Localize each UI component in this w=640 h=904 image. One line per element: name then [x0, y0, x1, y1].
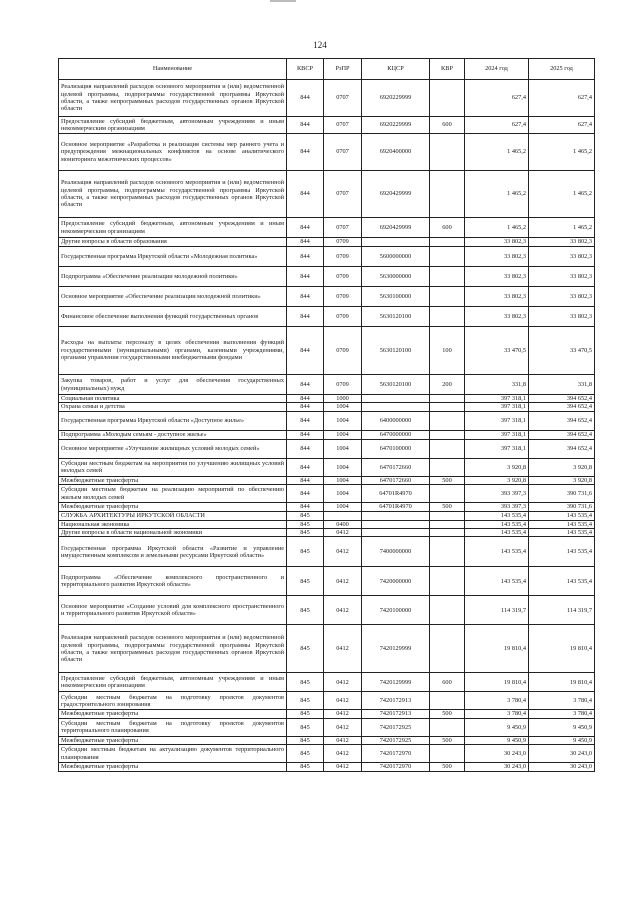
table-row [59, 625, 595, 673]
cell-rzpr: 0412 [324, 567, 362, 596]
table-row [59, 267, 595, 287]
cell-name: Расходы на выплаты персоналу в целях обеспечения выполнения функций государственными (муниципальными) органами, казенными учреждениями, органами управления государственными внебюджетными фондами [59, 327, 287, 375]
cell-2025: 394 652,4 [529, 403, 595, 411]
col-header-2024: 2024 год [465, 59, 529, 80]
cell-2024: 1 465,2 [465, 218, 529, 238]
cell-kcsr: 5630120100 [362, 375, 430, 395]
cell-kvr [430, 395, 465, 403]
cell-rzpr: 0412 [324, 736, 362, 744]
cell-kvsr: 844 [287, 503, 324, 511]
cell-2024: 33 802,3 [465, 247, 529, 267]
cell-kcsr: 6470000000 [362, 430, 430, 439]
col-header-kvr: КВР [430, 59, 465, 80]
cell-kvsr: 844 [287, 485, 324, 503]
cell-kcsr: 6470100000 [362, 439, 430, 458]
cell-kvsr: 845 [287, 537, 324, 567]
col-header-name: Наименование [59, 59, 287, 80]
table-row [59, 238, 595, 247]
budget-table [58, 58, 595, 772]
cell-name: СЛУЖБА АРХИТЕКТУРЫ ИРКУТСКОЙ ОБЛАСТИ [59, 511, 287, 520]
cell-2024: 627,4 [465, 117, 529, 134]
cell-2025: 143 535,4 [529, 537, 595, 567]
cell-kvsr: 844 [287, 327, 324, 375]
cell-2025: 33 802,3 [529, 287, 595, 307]
cell-kvsr: 844 [287, 375, 324, 395]
cell-2025: 3 920,8 [529, 458, 595, 476]
cell-kvr [430, 537, 465, 567]
cell-kvsr: 844 [287, 307, 324, 327]
cell-name: Предоставление субсидий бюджетным, автономным учреждениям и иным некоммерческим организациям [59, 673, 287, 692]
cell-name: Реализация направлений расходов основного мероприятия и (или) ведомственной целевой программы, подпрограммы государственной программы Иркутской области, а также непрограммных расходов государственных органов Иркутской области [59, 625, 287, 673]
cell-name: Реализация направлений расходов основного мероприятия и (или) ведомственной целевой программы, подпрограммы государственной программы Иркутской области, а также непрограммных расходов государственных органов Иркутской области [59, 171, 287, 218]
cell-kvr: 500 [430, 710, 465, 718]
cell-rzpr: 1004 [324, 439, 362, 458]
cell-2024: 30 243,0 [465, 763, 529, 771]
cell-2024: 331,8 [465, 375, 529, 395]
cell-kcsr: 7420172913 [362, 692, 430, 710]
table-row [59, 710, 595, 718]
table-row [59, 171, 595, 218]
cell-rzpr: 0709 [324, 327, 362, 375]
table-row [59, 596, 595, 625]
cell-2025: 33 802,3 [529, 307, 595, 327]
cell-rzpr: 0400 [324, 520, 362, 528]
cell-2025: 143 535,4 [529, 567, 595, 596]
cell-rzpr: 1004 [324, 411, 362, 430]
cell-kcsr: 5600000000 [362, 247, 430, 267]
cell-rzpr: 0412 [324, 596, 362, 625]
cell-2024: 33 802,3 [465, 267, 529, 287]
cell-kvsr: 844 [287, 411, 324, 430]
cell-name: Предоставление субсидий бюджетным, автономным учреждениям и иным некоммерческим организациям [59, 117, 287, 134]
cell-kcsr: 7420129999 [362, 673, 430, 692]
cell-kvr: 500 [430, 763, 465, 771]
cell-name: Межбюджетные трансферты [59, 710, 287, 718]
cell-name: Основное мероприятие «Улучшение жилищных условий молодых семей» [59, 439, 287, 458]
cell-rzpr: 0709 [324, 247, 362, 267]
cell-rzpr: 0707 [324, 171, 362, 218]
cell-2025: 9 450,9 [529, 736, 595, 744]
cell-kvsr: 844 [287, 238, 324, 247]
cell-name: Межбюджетные трансферты [59, 503, 287, 511]
cell-kvr: 600 [430, 117, 465, 134]
cell-2024: 393 397,3 [465, 485, 529, 503]
cell-kvsr: 845 [287, 718, 324, 736]
cell-kvsr: 844 [287, 430, 324, 439]
cell-kvr [430, 718, 465, 736]
col-header-kvsr: КВСР [287, 59, 324, 80]
cell-kcsr: 7420172913 [362, 710, 430, 718]
cell-2025: 1 465,2 [529, 171, 595, 218]
cell-rzpr: 0412 [324, 718, 362, 736]
cell-2024: 143 535,4 [465, 511, 529, 520]
cell-kvr [430, 307, 465, 327]
table-row [59, 80, 595, 117]
table-row [59, 218, 595, 238]
cell-kvsr: 844 [287, 247, 324, 267]
table-row [59, 673, 595, 692]
cell-kcsr: 5630120100 [362, 307, 430, 327]
cell-name: Подпрограмма «Обеспечение комплексного пространственного и территориального развития Иркутской области» [59, 567, 287, 596]
cell-2025: 9 450,9 [529, 718, 595, 736]
cell-rzpr: 1004 [324, 485, 362, 503]
cell-2025: 1 465,2 [529, 218, 595, 238]
cell-name: Государственная программа Иркутской области «Доступное жилье» [59, 411, 287, 430]
cell-2025: 394 652,4 [529, 430, 595, 439]
cell-name: Субсидии местным бюджетам на актуализацию документов территориального планирования [59, 745, 287, 763]
cell-kvsr: 845 [287, 596, 324, 625]
table-row [59, 503, 595, 511]
cell-kvsr: 845 [287, 763, 324, 771]
cell-kvr: 500 [430, 503, 465, 511]
cell-kvsr: 844 [287, 80, 324, 117]
cell-2025: 33 802,3 [529, 238, 595, 247]
cell-name: Основное мероприятие «Разработка и реализация системы мер раннего учета и предупреждения межнациональных конфликтов на основе аналитического мониторинга межэтнических процессов» [59, 134, 287, 171]
cell-kvsr: 845 [287, 673, 324, 692]
cell-2024: 19 810,4 [465, 625, 529, 673]
cell-kvr [430, 439, 465, 458]
cell-kvr [430, 411, 465, 430]
cell-kvr [430, 567, 465, 596]
cell-2025: 390 731,6 [529, 503, 595, 511]
cell-kvsr: 845 [287, 520, 324, 528]
cell-2025: 19 810,4 [529, 673, 595, 692]
cell-2025: 1 465,2 [529, 134, 595, 171]
cell-2025: 30 243,0 [529, 745, 595, 763]
table-header [59, 59, 595, 80]
cell-2025: 33 470,5 [529, 327, 595, 375]
cell-2025: 394 652,4 [529, 395, 595, 403]
table-row [59, 439, 595, 458]
cell-kcsr: 6400000000 [362, 411, 430, 430]
cell-2024: 397 318,1 [465, 439, 529, 458]
col-header-kcsr: КЦСР [362, 59, 430, 80]
cell-2024: 1 465,2 [465, 171, 529, 218]
cell-kvsr: 844 [287, 458, 324, 476]
cell-kvr [430, 745, 465, 763]
cell-2025: 3 780,4 [529, 692, 595, 710]
cell-2024: 114 319,7 [465, 596, 529, 625]
cell-kvr: 100 [430, 327, 465, 375]
cell-kvr [430, 238, 465, 247]
table-row [59, 395, 595, 403]
cell-rzpr: 0412 [324, 673, 362, 692]
cell-name: Межбюджетные трансферты [59, 736, 287, 744]
cell-kcsr: 64701R4970 [362, 485, 430, 503]
cell-2025: 143 535,4 [529, 520, 595, 528]
cell-name: Другие вопросы в области национальной экономики [59, 529, 287, 537]
cell-kcsr: 7420172925 [362, 736, 430, 744]
cell-kvr: 500 [430, 476, 465, 484]
cell-rzpr: 1000 [324, 395, 362, 403]
cell-2024: 33 470,5 [465, 327, 529, 375]
cell-2025: 3 780,4 [529, 710, 595, 718]
table-row [59, 511, 595, 520]
cell-kcsr [362, 511, 430, 520]
table-row [59, 537, 595, 567]
cell-2024: 143 535,4 [465, 567, 529, 596]
col-header-rzpr: РзПР [324, 59, 362, 80]
cell-name: Национальная экономика [59, 520, 287, 528]
cell-2024: 9 450,9 [465, 736, 529, 744]
table-row [59, 375, 595, 395]
cell-name: Предоставление субсидий бюджетным, автономным учреждениям и иным некоммерческим организациям [59, 218, 287, 238]
cell-kvr: 600 [430, 218, 465, 238]
cell-kvsr: 844 [287, 439, 324, 458]
cell-rzpr: 0412 [324, 763, 362, 771]
cell-rzpr: 0412 [324, 529, 362, 537]
table-row [59, 430, 595, 439]
cell-2024: 19 810,4 [465, 673, 529, 692]
cell-2025: 394 652,4 [529, 411, 595, 430]
table-row [59, 411, 595, 430]
page-number: 124 [313, 40, 327, 50]
cell-name: Подпрограмма «Обеспечение реализации молодежной политики» [59, 267, 287, 287]
cell-kvsr: 845 [287, 511, 324, 520]
cell-rzpr: 1004 [324, 476, 362, 484]
cell-2024: 3 920,8 [465, 476, 529, 484]
cell-kcsr: 5630000000 [362, 267, 430, 287]
cell-kvr [430, 485, 465, 503]
cell-kvr [430, 80, 465, 117]
cell-kvsr: 844 [287, 287, 324, 307]
cell-rzpr: 0709 [324, 267, 362, 287]
cell-name: Другие вопросы в области образования [59, 238, 287, 247]
cell-kvr [430, 134, 465, 171]
cell-kcsr: 5630100000 [362, 287, 430, 307]
cell-kcsr [362, 403, 430, 411]
cell-2024: 9 450,9 [465, 718, 529, 736]
cell-kcsr: 7420000000 [362, 567, 430, 596]
cell-kcsr: 64701R4970 [362, 503, 430, 511]
cell-2024: 33 802,3 [465, 287, 529, 307]
cell-kcsr: 7400000000 [362, 537, 430, 567]
cell-rzpr: 0412 [324, 537, 362, 567]
cell-kcsr [362, 520, 430, 528]
cell-name: Основное мероприятие «Обеспечение реализации молодежной политики» [59, 287, 287, 307]
cell-name: Закупка товаров, работ и услуг для обеспечения государственных (муниципальных) нужд [59, 375, 287, 395]
cell-kcsr: 6920400000 [362, 134, 430, 171]
cell-2024: 3 920,8 [465, 458, 529, 476]
cell-kvsr: 845 [287, 692, 324, 710]
cell-kvsr: 844 [287, 218, 324, 238]
cell-rzpr: 0412 [324, 625, 362, 673]
cell-rzpr: 1004 [324, 458, 362, 476]
cell-kcsr: 6470172660 [362, 476, 430, 484]
table-row [59, 476, 595, 484]
cell-2025: 3 920,8 [529, 476, 595, 484]
cell-kcsr: 6920229999 [362, 117, 430, 134]
cell-rzpr: 0709 [324, 238, 362, 247]
cell-kvr: 500 [430, 736, 465, 744]
cell-kcsr: 7420129999 [362, 625, 430, 673]
cell-rzpr: 0707 [324, 117, 362, 134]
table-row [59, 485, 595, 503]
table-row [59, 247, 595, 267]
cell-rzpr: 1004 [324, 430, 362, 439]
cell-name: Государственная программа Иркутской области «Молодежная политика» [59, 247, 287, 267]
cell-2025: 143 535,4 [529, 529, 595, 537]
cell-kvr: 600 [430, 673, 465, 692]
cell-name: Реализация направлений расходов основного мероприятия и (или) ведомственной целевой программы, подпрограммы государственной программы Иркутской области, а также непрограммных расходов государственных органов Иркутской области [59, 80, 287, 117]
cell-2025: 331,8 [529, 375, 595, 395]
cell-kvr [430, 403, 465, 411]
cell-2025: 394 652,4 [529, 439, 595, 458]
cell-2024: 3 780,4 [465, 692, 529, 710]
cell-name: Социальная политика [59, 395, 287, 403]
cell-kvsr: 844 [287, 171, 324, 218]
cell-name: Субсидии местным бюджетам на подготовку проектов документов территориального планирования [59, 718, 287, 736]
table-row [59, 307, 595, 327]
scan-mark [270, 0, 296, 2]
cell-2024: 143 535,4 [465, 529, 529, 537]
cell-2024: 627,4 [465, 80, 529, 117]
table-row [59, 287, 595, 307]
cell-rzpr: 1004 [324, 403, 362, 411]
cell-rzpr: 0709 [324, 375, 362, 395]
cell-rzpr: 0412 [324, 710, 362, 718]
cell-2024: 30 243,0 [465, 745, 529, 763]
cell-kvr [430, 520, 465, 528]
table-row [59, 736, 595, 744]
table-row [59, 567, 595, 596]
table-row [59, 520, 595, 528]
cell-2025: 114 319,7 [529, 596, 595, 625]
cell-kvsr: 844 [287, 403, 324, 411]
cell-kcsr: 7420172970 [362, 763, 430, 771]
cell-2025: 143 535,4 [529, 511, 595, 520]
table-row [59, 692, 595, 710]
cell-kvr [430, 287, 465, 307]
cell-kcsr: 5630120100 [362, 327, 430, 375]
table-row [59, 458, 595, 476]
cell-kvsr: 845 [287, 625, 324, 673]
table-row [59, 403, 595, 411]
cell-kcsr: 7420172970 [362, 745, 430, 763]
cell-kvr [430, 529, 465, 537]
cell-rzpr: 1004 [324, 503, 362, 511]
cell-2024: 397 318,1 [465, 403, 529, 411]
cell-kvsr: 844 [287, 117, 324, 134]
cell-2024: 3 780,4 [465, 710, 529, 718]
cell-2024: 143 535,4 [465, 520, 529, 528]
table-row [59, 745, 595, 763]
cell-kvsr: 845 [287, 710, 324, 718]
cell-kvr [430, 171, 465, 218]
cell-rzpr: 0412 [324, 745, 362, 763]
cell-kvr [430, 430, 465, 439]
col-header-2025: 2025 год [529, 59, 595, 80]
cell-name: Основное мероприятие «Создание условий для комплексного пространственного и территориального развития Иркутской области» [59, 596, 287, 625]
cell-name: Подпрограмма «Молодым семьям - доступное жилье» [59, 430, 287, 439]
cell-2024: 33 802,3 [465, 307, 529, 327]
cell-kcsr: 7420172925 [362, 718, 430, 736]
cell-kvr [430, 511, 465, 520]
cell-2024: 397 318,1 [465, 395, 529, 403]
cell-kvr [430, 596, 465, 625]
cell-2025: 627,4 [529, 117, 595, 134]
cell-name: Субсидии местным бюджетам на мероприятия по улучшению жилищных условий молодых семей [59, 458, 287, 476]
cell-2025: 33 802,3 [529, 247, 595, 267]
cell-kvr [430, 267, 465, 287]
cell-2024: 143 535,4 [465, 537, 529, 567]
cell-kcsr: 7420100000 [362, 596, 430, 625]
cell-kcsr [362, 529, 430, 537]
cell-kvr [430, 247, 465, 267]
cell-kcsr: 6920229999 [362, 80, 430, 117]
cell-kvsr: 844 [287, 267, 324, 287]
cell-kvr [430, 692, 465, 710]
cell-2025: 390 731,6 [529, 485, 595, 503]
cell-rzpr: 0412 [324, 692, 362, 710]
cell-kvsr: 844 [287, 476, 324, 484]
cell-2024: 33 802,3 [465, 238, 529, 247]
cell-2024: 1 465,2 [465, 134, 529, 171]
cell-rzpr: 0707 [324, 80, 362, 117]
cell-name: Межбюджетные трансферты [59, 476, 287, 484]
cell-kvsr: 845 [287, 745, 324, 763]
cell-rzpr: 0709 [324, 307, 362, 327]
cell-kcsr: 6920429999 [362, 171, 430, 218]
table-row [59, 529, 595, 537]
cell-kcsr: 6470172660 [362, 458, 430, 476]
cell-2024: 397 318,1 [465, 430, 529, 439]
table-row [59, 117, 595, 134]
cell-kcsr [362, 395, 430, 403]
cell-name: Субсидии местным бюджетам на подготовку проектов документов градостроительного зонирования [59, 692, 287, 710]
cell-kvr [430, 458, 465, 476]
cell-rzpr: 0707 [324, 134, 362, 171]
cell-kvr [430, 625, 465, 673]
cell-2024: 393 397,3 [465, 503, 529, 511]
cell-2025: 627,4 [529, 80, 595, 117]
cell-kvsr: 844 [287, 395, 324, 403]
cell-kvsr: 845 [287, 529, 324, 537]
cell-rzpr: 0707 [324, 218, 362, 238]
cell-kvsr: 844 [287, 134, 324, 171]
cell-2025: 19 810,4 [529, 625, 595, 673]
cell-name: Охрана семьи и детства [59, 403, 287, 411]
cell-name: Государственная программа Иркутской области «Развитие и управление имущественным комплексом и земельными ресурсами Иркутской области» [59, 537, 287, 567]
table-row [59, 718, 595, 736]
cell-kcsr [362, 238, 430, 247]
cell-name: Субсидии местным бюджетам на реализацию мероприятий по обеспечению жильем молодых семей [59, 485, 287, 503]
cell-kvr: 200 [430, 375, 465, 395]
table-row [59, 134, 595, 171]
table-row [59, 327, 595, 375]
cell-kvsr: 845 [287, 736, 324, 744]
cell-name: Финансовое обеспечение выполнения функций государственных органов [59, 307, 287, 327]
cell-2025: 33 802,3 [529, 267, 595, 287]
cell-2025: 30 243,0 [529, 763, 595, 771]
cell-kcsr: 6920429999 [362, 218, 430, 238]
cell-rzpr [324, 511, 362, 520]
table-row [59, 763, 595, 771]
cell-rzpr: 0709 [324, 287, 362, 307]
cell-2024: 397 318,1 [465, 411, 529, 430]
cell-kvsr: 845 [287, 567, 324, 596]
cell-name: Межбюджетные трансферты [59, 763, 287, 771]
